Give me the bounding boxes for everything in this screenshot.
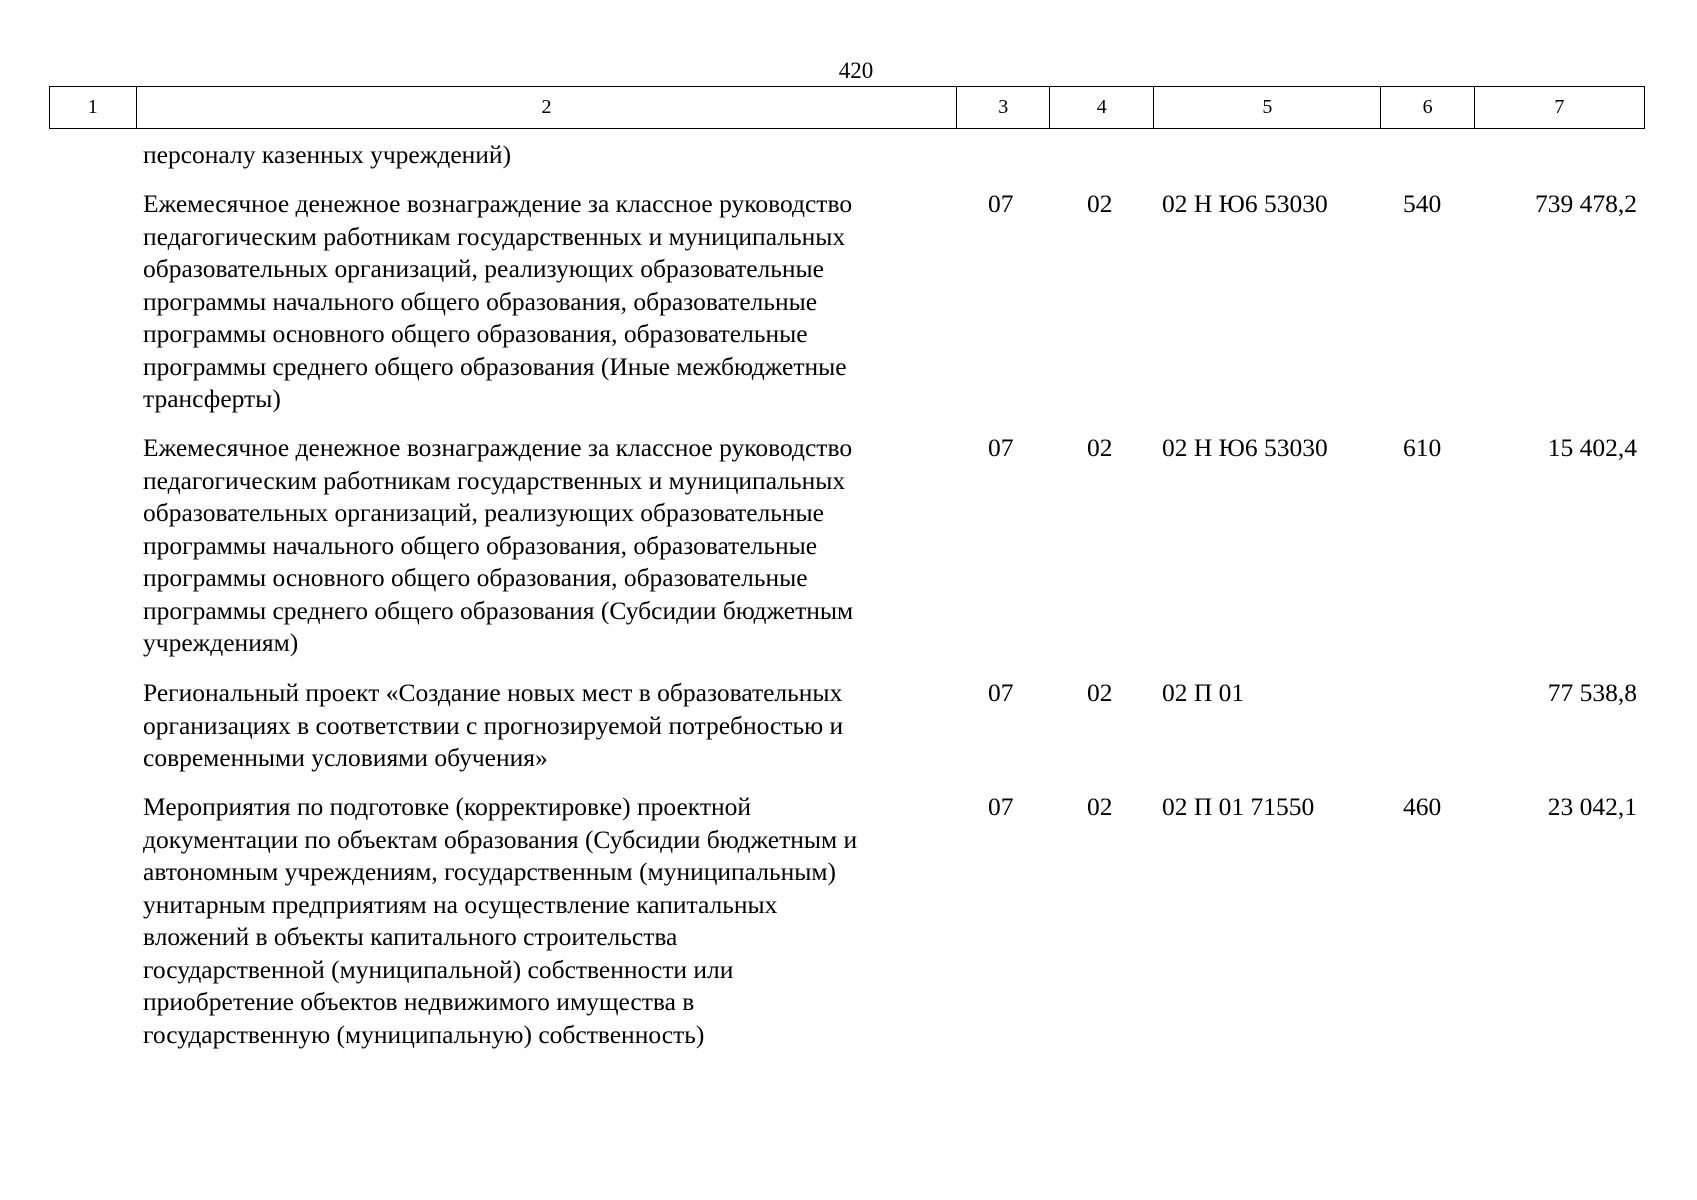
page-number: 420 (838, 58, 874, 83)
row-expense-type: 610 (1403, 433, 1442, 462)
row-subsection: 02 (1087, 189, 1113, 218)
header-col-3: 3 (957, 87, 1050, 128)
row-section: 07 (988, 189, 1014, 218)
row-subsection: 02 (1087, 678, 1113, 707)
table-header-row (49, 86, 1645, 129)
row-section: 07 (988, 678, 1014, 707)
row-subsection: 02 (1087, 433, 1113, 462)
row-description: Мероприятия по подготовке (корректировке) проектной документации по объектам образования (Субсидии бюджетным и автономным учреждениям, государственным (муниципальным) унитарным предприятиям на осуществление капитальных вложений в объекты капитального строительства государственной (муниципальной) собственности или приобретение объектов недвижимого имущества в государственную (муниципальную) собственность) (143, 792, 858, 1049)
row-section: 07 (988, 433, 1014, 462)
header-col-4: 4 (1050, 87, 1154, 128)
row-expense-type: 540 (1403, 189, 1442, 218)
header-col-5: 5 (1154, 87, 1381, 128)
row-target-article: 02 Н Ю6 53030 (1162, 189, 1328, 218)
row-description: Региональный проект «Создание новых мест в образовательных организациях в соответствии с прогнозируемой потребностью и современными условиями обучения» (143, 678, 844, 772)
row-description: Ежемесячное денежное вознаграждение за классное руководство педагогическим работникам государственных и муниципальных образовательных организаций, реализующих образовательные программы начального общего образования, образовательные программы основного общего образования, образовательные программы среднего общего образования (Субсидии бюджетным учреждениям) (143, 433, 854, 657)
header-col-1: 1 (50, 87, 137, 128)
row-amount: 15 402,4 (1547, 433, 1637, 462)
row-amount: 77 538,8 (1547, 678, 1637, 707)
continuation-text: персоналу казенных учреждений) (143, 140, 512, 169)
header-col-7: 7 (1554, 96, 1565, 118)
row-target-article: 02 Н Ю6 53030 (1162, 433, 1328, 462)
row-subsection: 02 (1087, 792, 1113, 821)
row-expense-type: 460 (1403, 792, 1442, 821)
row-target-article: 02 П 01 (1162, 678, 1245, 707)
row-amount: 23 042,1 (1547, 792, 1637, 821)
header-col-2: 2 (137, 87, 958, 128)
row-target-article: 02 П 01 71550 (1162, 792, 1315, 821)
header-col-6: 6 (1381, 87, 1475, 128)
row-section: 07 (988, 792, 1014, 821)
row-amount: 739 478,2 (1535, 189, 1637, 218)
row-description: Ежемесячное денежное вознаграждение за классное руководство педагогическим работникам государственных и муниципальных образовательных организаций, реализующих образовательные программы начального общего образования, образовательные программы основного общего образования, образовательные программы среднего общего образования (Иные межбюджетные трансферты) (143, 189, 853, 413)
